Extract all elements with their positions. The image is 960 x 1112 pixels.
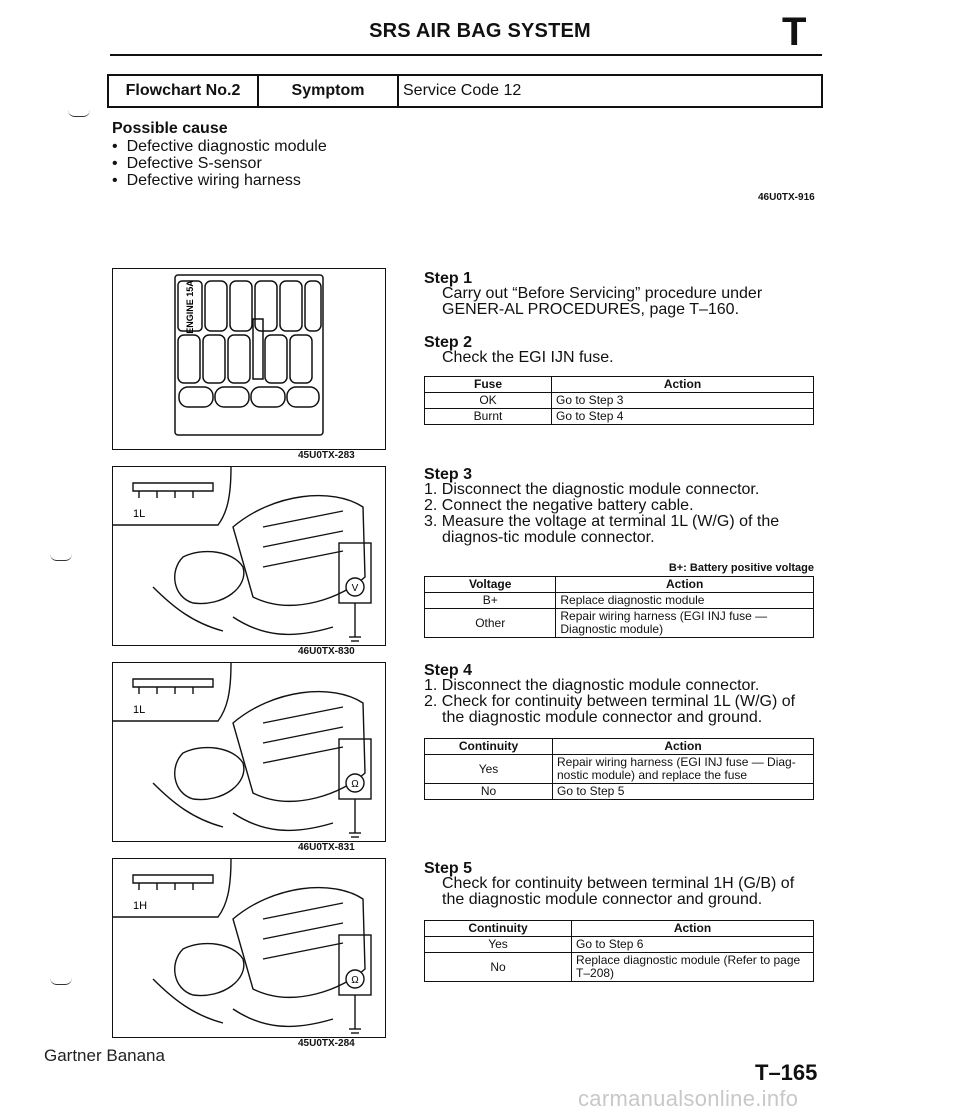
possible-cause-heading: Possible cause <box>112 120 228 137</box>
step-5-table <box>424 920 814 982</box>
section-letter: T <box>782 10 807 54</box>
list-item: • Defective wiring harness <box>112 172 327 189</box>
table-cell: B+ <box>425 593 556 609</box>
list-item: 2. Connect the negative battery cable. <box>424 497 694 514</box>
step-1-title: Step 1 <box>424 270 473 287</box>
table-cell: Repair wiring harness (EGI INJ fuse — Diag-nostic module) and replace the fuse <box>552 755 813 784</box>
step-3-title: Step 3 <box>424 466 473 483</box>
step-2-table <box>424 376 814 425</box>
figure-code: 46U0TX-831 <box>298 842 355 853</box>
battery-voltage-note: B+: Battery positive voltage <box>668 562 814 574</box>
figure-code: 45U0TX-284 <box>298 1038 355 1049</box>
table-row <box>425 953 814 982</box>
figure-code: 45U0TX-283 <box>298 450 355 461</box>
table-header: Action <box>572 921 814 937</box>
table-cell: Go to Step 4 <box>552 409 814 425</box>
list-item: 1. Disconnect the diagnostic module connector. <box>424 677 760 694</box>
flowchart-label: Flowchart No.2 <box>109 76 259 106</box>
step-4-list <box>424 678 818 726</box>
terminal-label: 1H <box>133 900 148 912</box>
figure-code: 46U0TX-916 <box>758 192 815 203</box>
meter-mode-label: Ω <box>351 779 359 790</box>
meter-figure-1 <box>112 466 386 646</box>
table-header: Fuse <box>425 377 552 393</box>
binder-mark <box>50 554 72 561</box>
table-row <box>425 593 814 609</box>
list-item: 3. Measure the voltage at terminal 1L (W/G) of the diagnos-tic module connector. <box>424 513 780 546</box>
table-header: Continuity <box>425 739 553 755</box>
fuse-engine-label: ENGINE 15A <box>185 280 195 334</box>
header-rule <box>110 54 822 56</box>
watermark-text: Gartner Banana <box>44 1046 165 1065</box>
step-2-text: Check the EGI IJN fuse. <box>442 349 614 366</box>
fuse-box-diagram <box>113 269 385 449</box>
table-cell: No <box>425 784 553 800</box>
step-1-text: Carry out “Before Servicing” procedure under GENER-AL PROCEDURES, page T–160. <box>442 285 763 318</box>
list-item: 1. Disconnect the diagnostic module connector. <box>424 481 760 498</box>
binder-mark <box>68 110 90 117</box>
page-number: T–165 <box>755 1060 818 1085</box>
figure-code: 46U0TX-830 <box>298 646 355 657</box>
terminal-label: 1L <box>133 704 146 716</box>
table-cell: Go to Step 3 <box>552 393 814 409</box>
table-row <box>425 409 814 425</box>
page-title: SRS AIR BAG SYSTEM <box>369 20 591 42</box>
table-cell: Replace diagnostic module (Refer to page T–208) <box>572 953 814 982</box>
table-row <box>425 784 814 800</box>
list-item: • Defective S-sensor <box>112 155 327 172</box>
table-cell: Burnt <box>425 409 552 425</box>
table-header: Action <box>552 377 814 393</box>
list-item: 2. Check for continuity between terminal 1L (W/G) of the diagnostic module connector and ground. <box>424 693 796 726</box>
table-header: Continuity <box>425 921 572 937</box>
table-cell: OK <box>425 393 552 409</box>
table-cell: Yes <box>425 937 572 953</box>
terminal-label: 1L <box>133 508 146 520</box>
table-row <box>425 937 814 953</box>
step-3-table <box>424 576 814 638</box>
table-cell: No <box>425 953 572 982</box>
binder-mark <box>50 978 72 985</box>
meter-mode-label: V <box>351 583 359 594</box>
table-cell: Go to Step 5 <box>552 784 813 800</box>
table-row <box>425 609 814 638</box>
table-header: Voltage <box>425 577 556 593</box>
table-cell: Yes <box>425 755 553 784</box>
symptom-label: Symptom <box>259 76 399 106</box>
meter-figure-3 <box>112 858 386 1038</box>
table-row <box>425 755 814 784</box>
table-cell: Other <box>425 609 556 638</box>
step-4-title: Step 4 <box>424 662 473 679</box>
table-row <box>425 393 814 409</box>
site-watermark: carmanualsonline.info <box>578 1086 799 1111</box>
table-cell: Replace diagnostic module <box>556 593 814 609</box>
step-5-text: Check for continuity between terminal 1H (G/B) of the diagnostic module connector and ground. <box>442 875 795 908</box>
step-5-title: Step 5 <box>424 860 473 877</box>
step-4-table <box>424 738 814 800</box>
step-3-list <box>424 482 818 546</box>
step-2-title: Step 2 <box>424 334 473 351</box>
meter-figure-2 <box>112 662 386 842</box>
flowchart-header <box>107 74 823 108</box>
fuse-box-figure <box>112 268 386 450</box>
table-header: Action <box>556 577 814 593</box>
list-item: • Defective diagnostic module <box>112 138 327 155</box>
possible-cause-list <box>112 138 327 189</box>
meter-mode-label: Ω <box>351 975 359 986</box>
table-header: Action <box>552 739 813 755</box>
table-cell: Go to Step 6 <box>572 937 814 953</box>
table-cell: Repair wiring harness (EGI INJ fuse — Diagnostic module) <box>556 609 814 638</box>
symptom-value: Service Code 12 <box>403 82 522 99</box>
